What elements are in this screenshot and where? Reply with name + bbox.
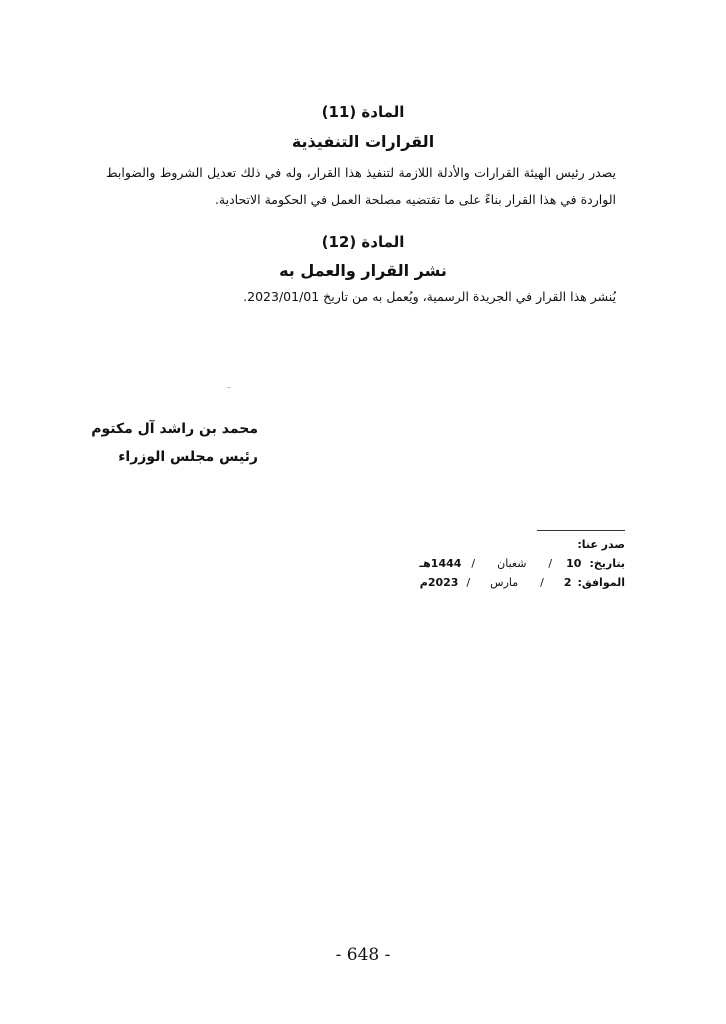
date-separator: / (548, 557, 553, 570)
hijri-day: 10 (566, 557, 582, 570)
gregorian-year: 2023م (419, 576, 459, 589)
issued-divider (537, 530, 625, 531)
article-11-title: القرارات التنفيذية (291, 132, 435, 151)
article-11-heading: المادة (11) (321, 103, 405, 121)
article-12-title: نشر القرار والعمل به (279, 261, 447, 280)
signatory-name: محمد بن راشد آل مكتوم (91, 421, 258, 437)
scan-mark (227, 387, 231, 388)
issued-hijri-date (419, 557, 625, 570)
hijri-date-label: بتاريخ: (589, 557, 625, 570)
article-12-body: يُنشر هذا القرار في الجريدة الرسمية، ويُعمل به من تاريخ 2023/01/01. (243, 289, 616, 304)
article-11-body: يصدر رئيس الهيئة القرارات والأدلة اللازمة لتنفيذ هذا القرار، وله في ذلك تعديل الشروط والضوابط الواردة في هذا القرار بناءً على ما تقتضيه مصلحة العمل في الحكومة الاتحادية. (106, 165, 616, 207)
gregorian-day: 2 (563, 576, 572, 589)
date-separator: / (471, 557, 476, 570)
hijri-month: شعبان (497, 557, 527, 570)
date-separator: / (540, 576, 544, 589)
issued-label: صدر عنا: (577, 538, 625, 551)
issued-gregorian-date (420, 576, 625, 589)
gregorian-month: مارس (490, 576, 519, 589)
gregorian-date-label: الموافق: (577, 576, 625, 589)
signatory-position: رئيس مجلس الوزراء (118, 449, 258, 465)
hijri-year: 1444هـ (419, 557, 462, 570)
date-separator: / (466, 576, 471, 589)
article-12-heading: المادة (12) (321, 233, 405, 251)
page-number: - 648 - (335, 945, 391, 965)
